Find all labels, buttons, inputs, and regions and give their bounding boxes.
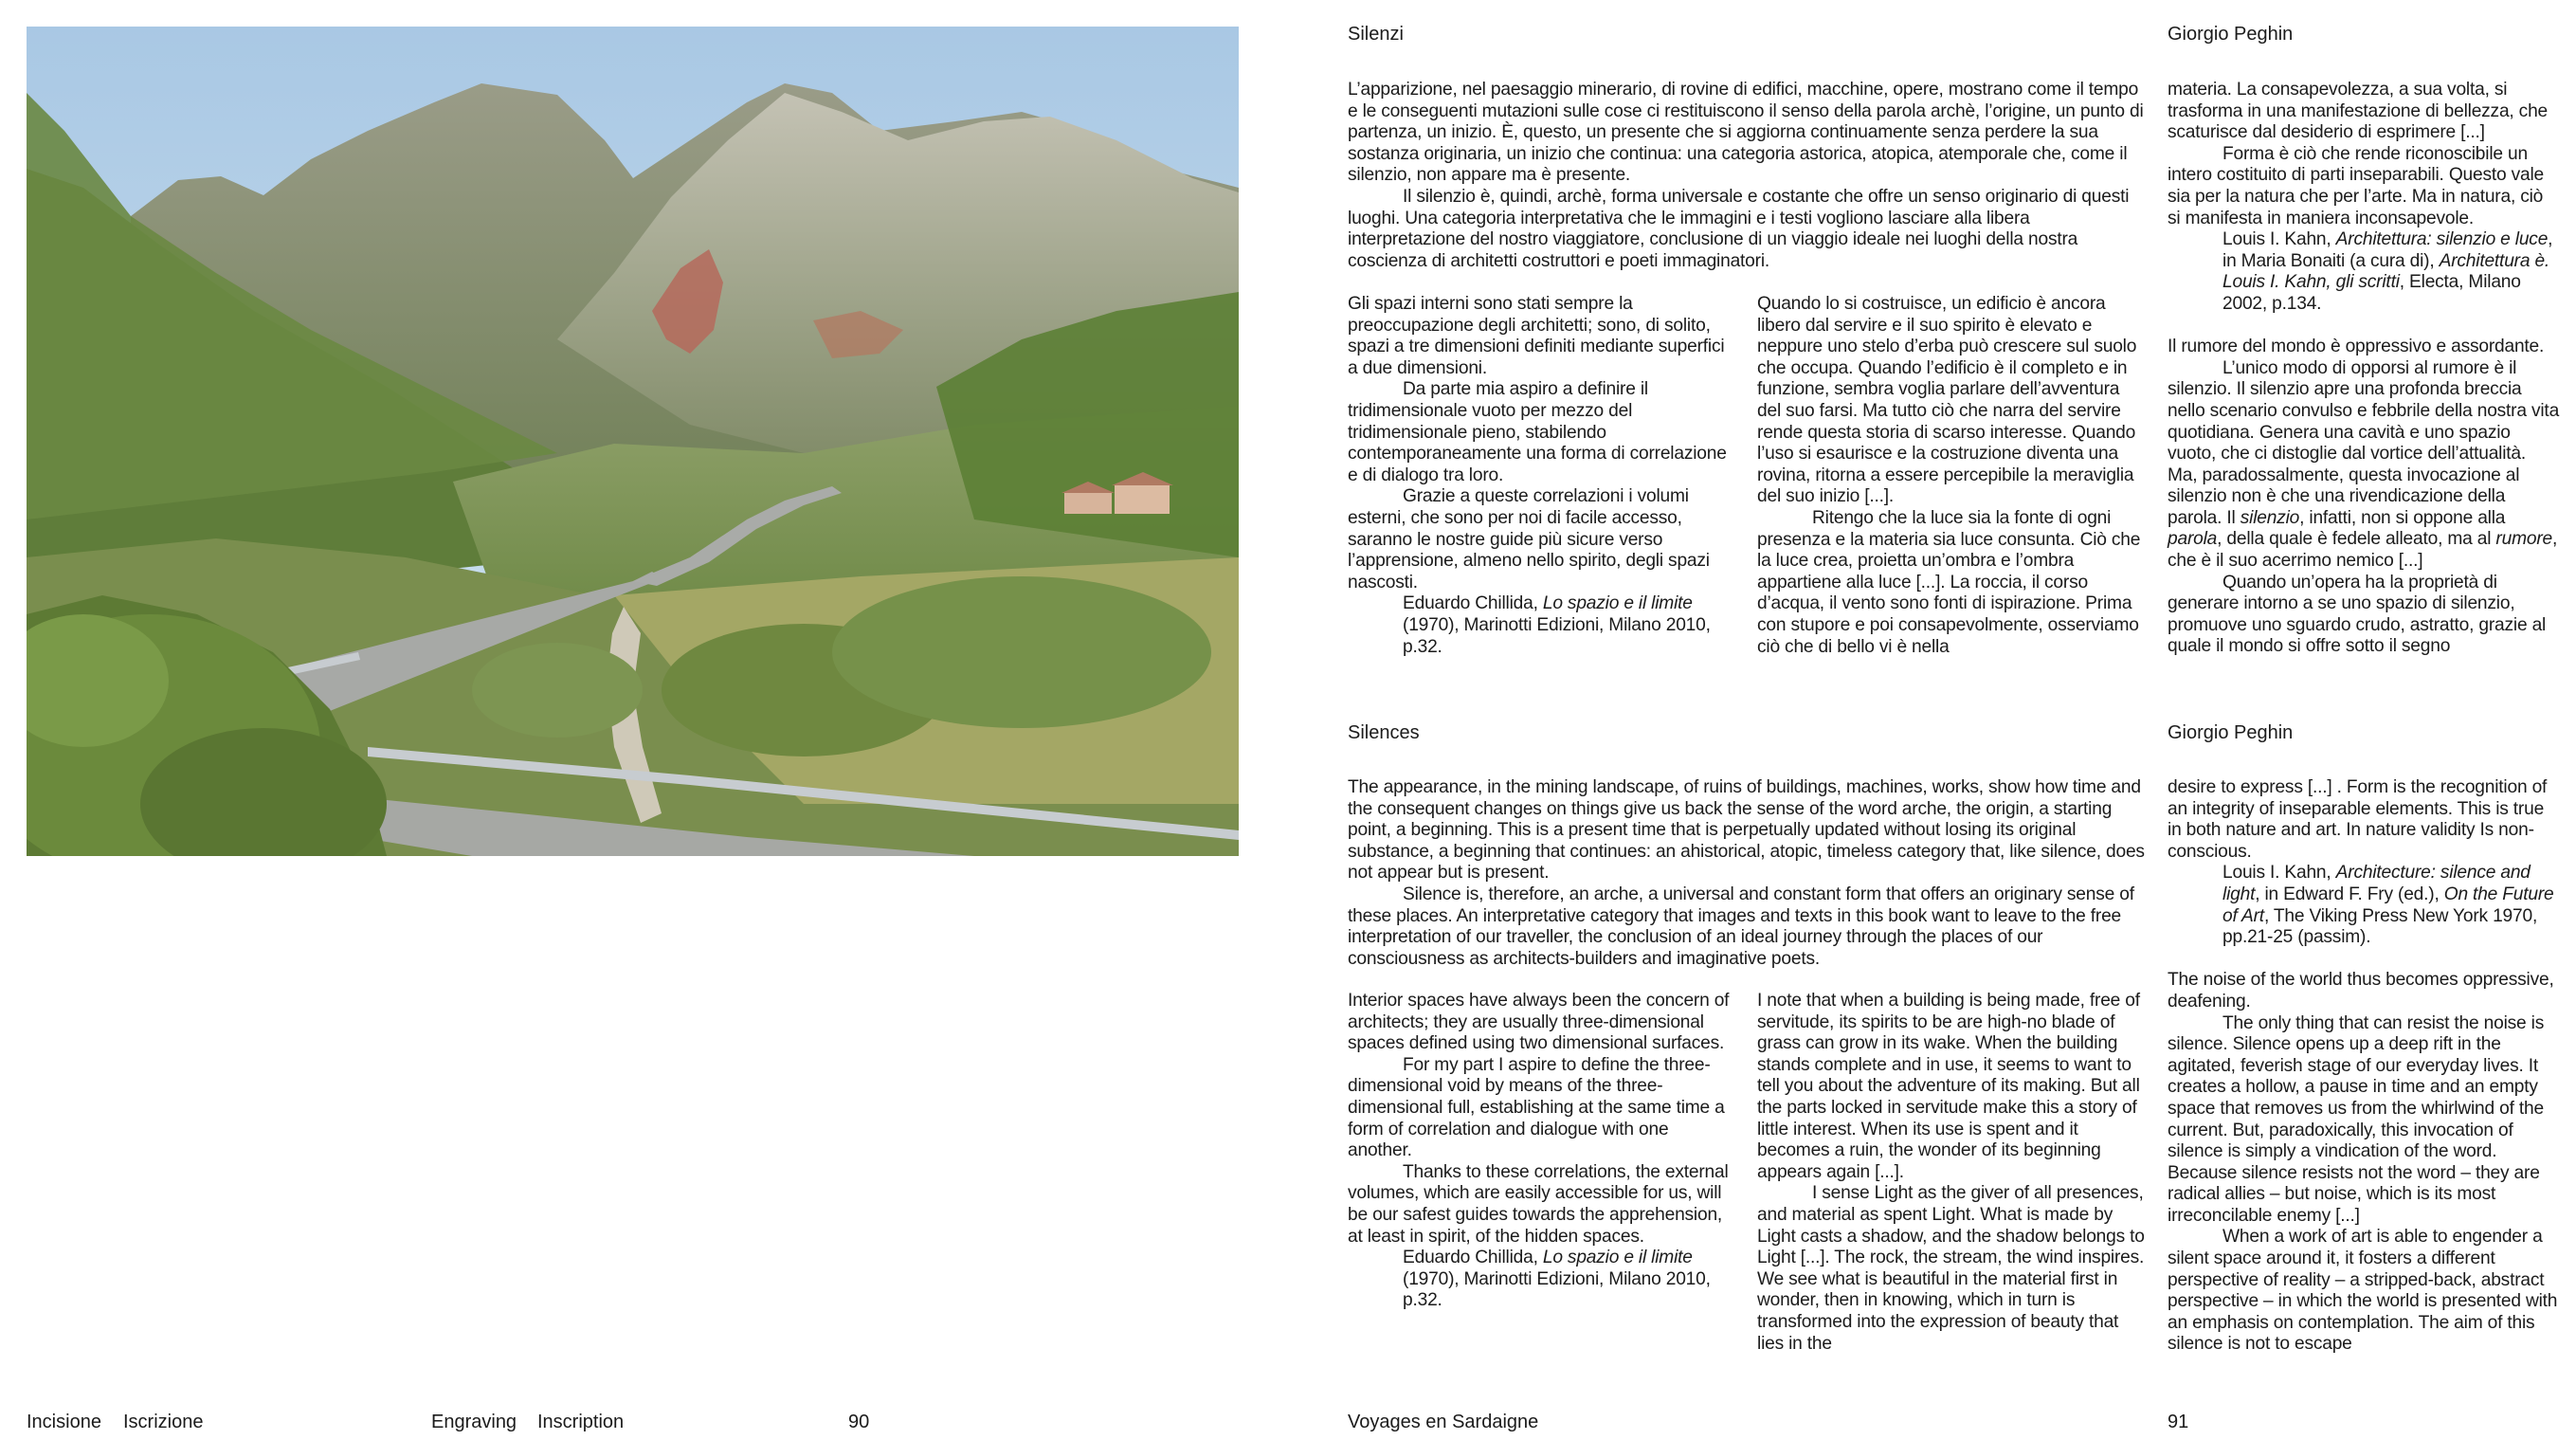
en-col3-citation: Louis I. Kahn, Architecture: silence and light, in Edward F. Fry (ed.), On the Future of Art, The Viking Press New York 1970, pp.21-25 (passim). [2222, 863, 2554, 948]
en-intro-p1: The appearance, in the mining landscape, of ruins of buildings, machines, works, show how time and the consequent changes on things give us back the sense of the word arche, the origin, a starting point, a beginning. This is a present time that is perpetually updated without losing its original substance, a beginning that continues: an ahistorical, atopic, timeless category that, like silence, does not appear but is present. [1348, 777, 2145, 884]
en-column-3 [2168, 777, 2560, 1356]
footer-book-title: Voyages en Sardaigne [1348, 1412, 1539, 1432]
landscape-photo [27, 27, 1239, 856]
en-author: Giorgio Peghin [2168, 722, 2294, 743]
it-col1-p1: Gli spazi interni sono stati sempre la preoccupazione degli architetti; sono, di solito, spazi a tre dimensioni definiti mediante superfici a due dimensioni. [1348, 294, 1725, 378]
it-col3-citation: Louis I. Kahn, Architettura: silenzio e luce, in Maria Bonaiti (a cura di), Architettura è. Louis I. Kahn, gli scritti, Electa, Milano 2002, p.134. [2222, 229, 2553, 314]
it-col1-p2: Da parte mia aspiro a definire il tridimensionale vuoto per mezzo del tridimensionale pieno, stabilendo contemporaneamente una forma di correlazione e di dialogo tra loro. [1348, 379, 1727, 485]
it-author: Giorgio Peghin [2168, 24, 2294, 45]
it-col3-p5: Quando un’opera ha la proprietà di generare intorno a se uno spazio di silenzio, promuove uno sguardo crudo, astratto, grazie al quale il mondo si offre sotto il segno [2168, 572, 2547, 657]
it-intro [1348, 80, 2148, 272]
en-column-1 [1348, 991, 1734, 1312]
it-col2-p2: Ritengo che la luce sia la fonte di ogni presenza e la materia sia luce consunta. Ciò che la luce crea, proietta un’ombra e l’ombra appartiene alla luce [...]. La roccia, il corso d’acqua, il vento sono fonti di ispirazione. Prima con stupore e poi consapevolmente, osserviamo ciò che di bello vi è nella [1757, 507, 2141, 657]
en-col3-p2: The noise of the world thus becomes oppressive, deafening. [2168, 970, 2554, 1012]
it-col3-p4: L’unico modo di opporsi al rumore è il silenzio. Il silenzio apre una profonda breccia nello scenario convulso e febbrile della nostra vita quotidiana. Genera una cavità e uno spazio vuoto, che ci distoglie dal vortice dell’attualità. Ma, paradossalmente, questa invocazione al silenzio non è che una rivendicazione della parola. Il silenzio, infatti, non si oppone alla parola, della quale è fedele alleato, ma al rumore, che è il suo acerrimo nemico [...] [2168, 357, 2560, 572]
it-col1-citation: Eduardo Chillida, Lo spazio e il limite (1970), Marinotti Edizioni, Milano 2010, p.32. [1403, 593, 1711, 657]
en-col2-p1: I note that when a building is being made, free of servitude, its spirits to be are high-no blade of grass can grow in its wake. When the building stands complete and in use, it seems to want to tell you about the adventure of its making. But all the parts locked in servitude make this a story of little interest. When its use is spent and it becomes a ruin, the wonder of its beginning appears again [...]. [1757, 991, 2140, 1182]
en-col1-p3: Thanks to these correlations, the external volumes, which are easily accessible for us, will be our safest guides towards the apprehension, at least in spirit, of the hidden spaces. [1348, 1161, 1729, 1247]
en-col3-p4: When a work of art is able to engender a silent space around it, it fosters a different perspective of reality – a stripped-back, abstract perspective – in which the world is presented with an emphasis on contemplation. The aim of this silence is not to escape [2168, 1227, 2558, 1355]
it-title: Silenzi [1348, 24, 1404, 45]
it-col1-p3: Grazie a queste correlazioni i volumi esterni, che sono per noi di facile accesso, saranno le nostre guide più sicure verso l’apprensione, almeno nello spirito, degli spazi nascosti. [1348, 486, 1710, 592]
it-col3-p2: Forma è ciò che rende riconoscibile un intero costituito di parti inseparabili. Questo vale sia per la natura che per l’arte. Ma in natura, ciò si manifesta in maniera inconsapevole. [2168, 143, 2545, 228]
it-col3-p3: Il rumore del mondo è oppressivo e assordante. [2168, 337, 2545, 357]
it-col3-p1: materia. La consapevolezza, a sua volta, si trasforma in una manifestazione di bellezza, che scaturisce dal desiderio di esprimere [...] [2168, 80, 2549, 143]
en-title: Silences [1348, 722, 1420, 743]
it-col2-p1: Quando lo si costruisce, un edificio è ancora libero dal servire e il suo spirito è elevato e neppure uno stelo d’erba può crescere sul suolo che occupa. Quando l’edificio è il completo e in funzione, sembra voglia parlare dell’avventura del suo farsi. Ma tutto ciò che narra del servire rende questa storia di scarso interesse. Quando l’uso si esaurisce e la costruzione diventa una rovina, ritorna a essere percepibile la meraviglia del suo inizio [...]. [1757, 294, 2137, 507]
it-column-1 [1348, 294, 1734, 658]
en-col1-p1: Interior spaces have always been the concern of architects; they are usually three-dimensional spaces defined using two dimensional surfaces. [1348, 991, 1730, 1054]
en-column-2 [1757, 991, 2146, 1355]
en-col3-p3: The only thing that can resist the noise is silence. Silence opens up a deep rift in the agitated, feverish stage of our everyday lives. It creates a hollow, a pause in time and an empty space that removes us from the whirlwind of the current. But, paradoxically, this invocation of silence is simply a vindication of the word. Because silence resists not the word – they are radical allies – but noise, which is its most irreconcilable enemy [...] [2168, 1012, 2545, 1226]
footer-incisione: Incisione [27, 1412, 101, 1432]
it-intro-p2: Il silenzio è, quindi, archè, forma universale e costante che offre un senso originario di questi luoghi. Una categoria interpretativa che le immagini e i testi vogliono lasciare alla libera interpretazione del nostro viaggiatore, conclusione di un viaggio ideale nei luoghi della nostra coscienza di architetti costruttori e poeti immaginatori. [1348, 186, 2130, 271]
en-intro-p2: Silence is, therefore, an arche, a universal and constant form that offers an originary sense of these places. An interpretative category that images and texts in this book want to leave to the free interpretation of our traveller, the conclusion of an ideal journey through the places of our consciousness as architects-builders and imaginative poets. [1348, 884, 2134, 969]
page-number-left: 90 [848, 1412, 870, 1432]
it-column-3 [2168, 80, 2560, 658]
en-col2-p2: I sense Light as the giver of all presences, and material as spent Light. What is made by Light casts a shadow, and the shadow belongs to Light [...]. The rock, the stream, the wind inspires. We see what is beautiful in the material first in wonder, then in knowing, which in turn is transformed into the expression of beauty that lies in the [1757, 1183, 2145, 1354]
footer-iscrizione: Iscrizione [123, 1412, 204, 1432]
en-col3-p1: desire to express [...] . Form is the recognition of an integrity of inseparable elements. This is true in both nature and art. In nature validity Is non-conscious. [2168, 777, 2548, 862]
en-intro [1348, 777, 2148, 970]
it-column-2 [1757, 294, 2146, 658]
it-intro-p1: L’apparizione, nel paesaggio minerario, di rovine di edifici, macchine, opere, mostrano come il tempo e le conseguenti mutazioni sulle cose ci restituiscono il senso della parola archè, l’origine, un punto di partenza, un inizio. È, questo, un presente che si aggiorna continuamente senza perdere la sua sostanza originaria, un inizio che continua: una categoria astorica, atopica, atemporale che, come il silenzio, non appare ma è presente. [1348, 80, 2144, 186]
footer-inscription: Inscription [537, 1412, 625, 1432]
en-col1-p2: For my part I aspire to define the three-dimensional void by means of the three-dimensional full, establishing at the same time a form of correlation and dialogue with one another. [1348, 1054, 1725, 1161]
en-col1-citation: Eduardo Chillida, Lo spazio e il limite (1970), Marinotti Edizioni, Milano 2010, p.32. [1403, 1248, 1711, 1311]
page-number-right: 91 [2168, 1412, 2189, 1432]
footer-engraving: Engraving [431, 1412, 517, 1432]
